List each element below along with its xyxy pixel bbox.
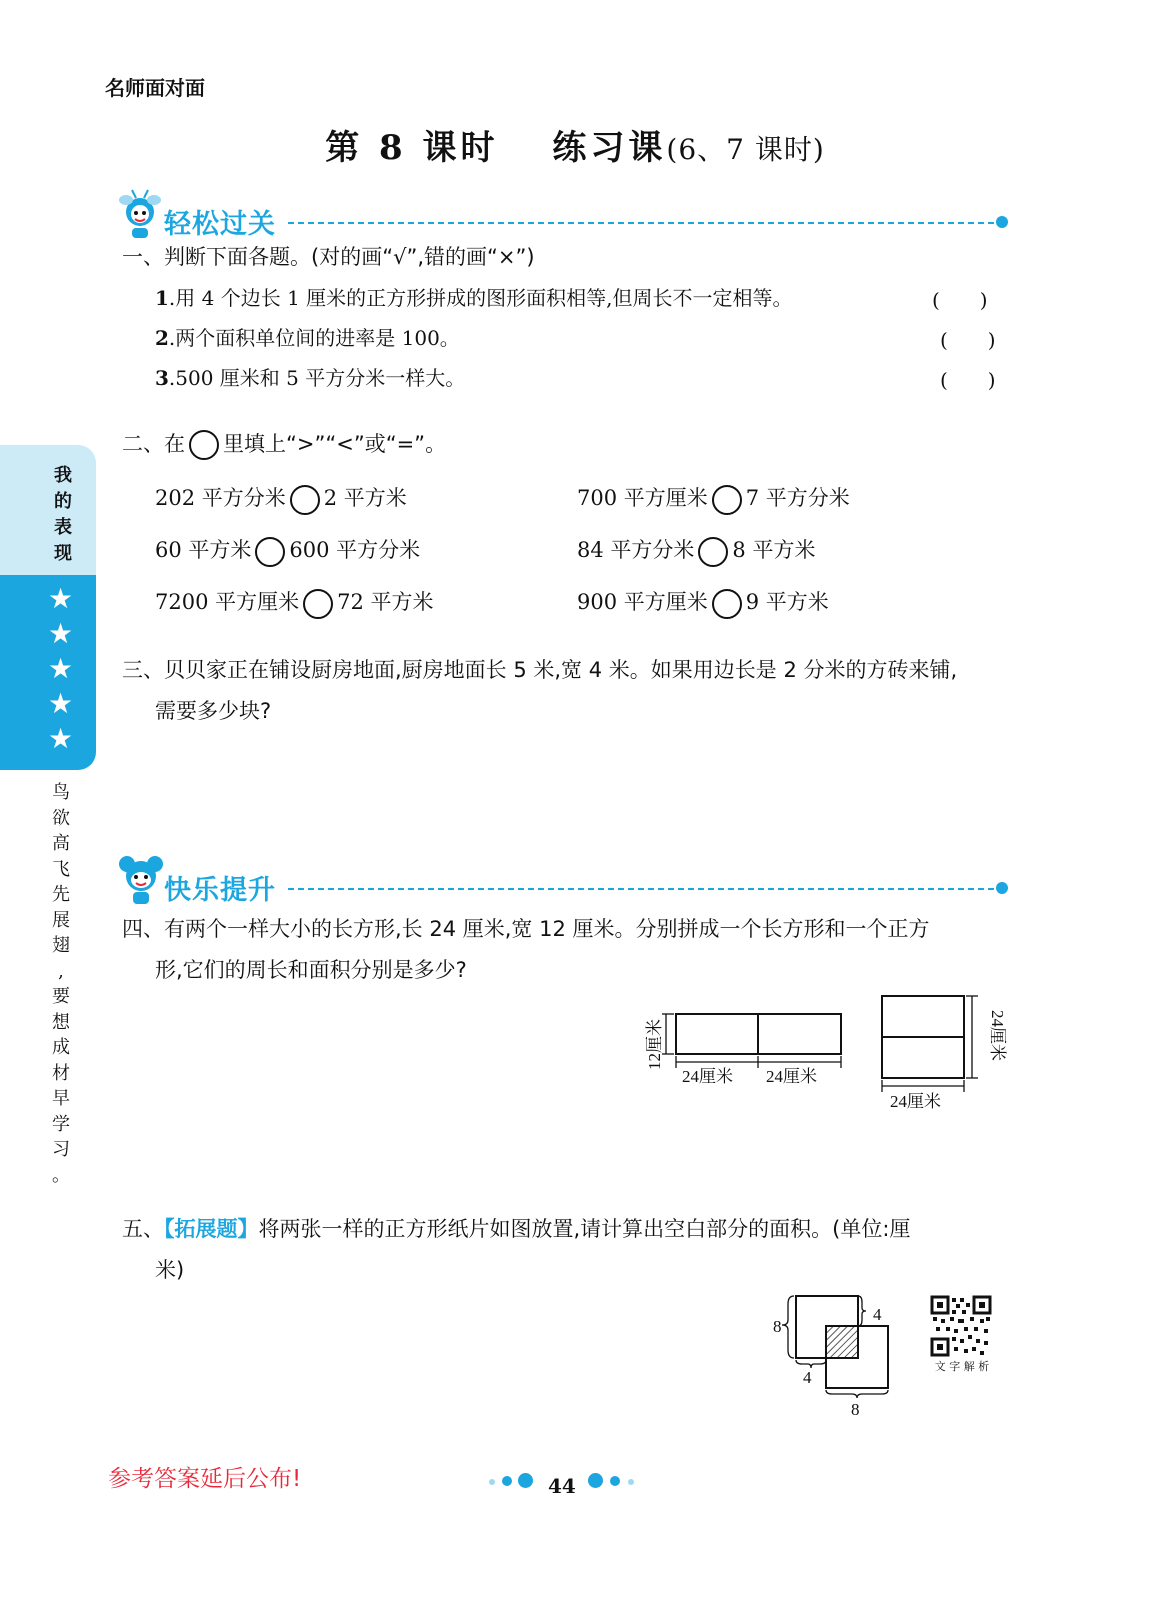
title-main: 第 8 课时 练习课 bbox=[325, 128, 667, 168]
q4-line-1: 四、有两个一样大小的长方形,长 24 厘米,宽 12 厘米。分别拼成一个长方形和一个正方 bbox=[122, 917, 930, 941]
sidebar-char-3: 表 bbox=[54, 517, 72, 538]
q2-answer-circle-4[interactable] bbox=[698, 537, 728, 567]
q2-compare-3-b: 600 平方分米 bbox=[289, 538, 421, 562]
top-right-brace bbox=[858, 1296, 866, 1326]
sidebar-char-2: 的 bbox=[54, 491, 72, 512]
motto-char: 展 bbox=[52, 909, 70, 931]
motto-char: 想 bbox=[52, 1011, 70, 1033]
sidebar-char-4: 现 bbox=[54, 543, 72, 564]
page-dot bbox=[610, 1476, 620, 1486]
q1-item-3 bbox=[155, 364, 465, 392]
overlap-shaded-region bbox=[826, 1326, 858, 1358]
sidebar-title bbox=[52, 463, 74, 567]
star-icon[interactable]: ★ bbox=[48, 687, 74, 720]
q5-overlap-figure bbox=[770, 1290, 900, 1420]
q5-bottom-left-label: 4 bbox=[803, 1368, 812, 1387]
sidebar-top-panel bbox=[0, 445, 96, 575]
star-icon[interactable]: ★ bbox=[48, 722, 74, 755]
motto-char: 成 bbox=[52, 1037, 70, 1058]
q2-answer-circle-5[interactable] bbox=[303, 589, 333, 619]
motto-char: 鸟 bbox=[52, 782, 70, 803]
section-easy-label: 轻松过关 bbox=[164, 209, 276, 240]
answer-notice: 参考答案延后公布! bbox=[108, 1466, 302, 1492]
section-happy-header bbox=[118, 866, 1008, 910]
q2-answer-circle-2[interactable] bbox=[712, 485, 742, 515]
q1-item-3-num: 3 bbox=[155, 366, 169, 390]
q5-bottom-label: 8 bbox=[851, 1400, 860, 1419]
qr-caption: 文 字 解 析 bbox=[934, 1360, 990, 1373]
q3-line-1: 三、贝贝家正在铺设厨房地面,厨房地面长 5 米,宽 4 米。如果用边长是 2 分米的方砖来铺, bbox=[122, 658, 958, 682]
q4-left-width-label-2: 24厘米 bbox=[766, 1067, 817, 1086]
q4-left-height-label: 12厘米 bbox=[645, 1019, 664, 1070]
q1-item-1-text: .用 4 个边长 1 厘米的正方形拼成的图形面积相等,但周长不一定相等。 bbox=[168, 286, 793, 310]
page-title bbox=[0, 120, 1150, 169]
q5-prefix: 五、 bbox=[122, 1217, 164, 1241]
book-brand: 名师面对面 bbox=[105, 76, 205, 100]
q1-item-1-num: 1 bbox=[155, 286, 169, 310]
bottom-left-brace bbox=[796, 1360, 826, 1368]
q2-heading-post: 里填上“>”“<”或“=”。 bbox=[223, 432, 447, 456]
q4-left-width-label-1: 24厘米 bbox=[682, 1067, 733, 1086]
q1-item-1 bbox=[155, 284, 793, 312]
q3-line-2: 需要多少块? bbox=[155, 699, 272, 723]
q2-answer-circle-3[interactable] bbox=[255, 537, 285, 567]
motto-char: 材 bbox=[52, 1062, 70, 1084]
page-dot bbox=[588, 1473, 603, 1488]
sidebar-char-1: 我 bbox=[54, 465, 72, 486]
q2-compare-5-a: 7200 平方厘米 bbox=[155, 590, 300, 614]
q2-compare-4-a: 84 平方分米 bbox=[577, 538, 695, 562]
bee-mascot-icon bbox=[118, 188, 162, 244]
answer-circle-icon bbox=[189, 430, 219, 460]
page-dot bbox=[628, 1479, 634, 1485]
q4-figures bbox=[640, 990, 1010, 1120]
qr-code-icon[interactable] bbox=[930, 1295, 992, 1357]
star-icon[interactable]: ★ bbox=[48, 582, 74, 615]
dashed-divider bbox=[288, 888, 994, 890]
star-icon[interactable]: ★ bbox=[48, 617, 74, 650]
q5-top-right-label: 4 bbox=[873, 1305, 882, 1324]
q1-item-2-text: .两个面积单位间的进率是 100。 bbox=[168, 326, 460, 350]
q2-compare-2-b: 7 平方分米 bbox=[745, 486, 850, 510]
page-number: 44 bbox=[548, 1474, 576, 1498]
q2-compare-6-b: 9 平方米 bbox=[745, 590, 829, 614]
q2-answer-circle-6[interactable] bbox=[712, 589, 742, 619]
extension-tag: 【拓展题】 bbox=[164, 1217, 259, 1241]
section-happy-label: 快乐提升 bbox=[164, 875, 276, 906]
q2-compare-3 bbox=[155, 534, 420, 567]
q2-compare-1-b: 2 平方米 bbox=[323, 486, 407, 510]
mouse-mascot-icon bbox=[118, 852, 164, 910]
motto-char: 飞 bbox=[52, 858, 70, 880]
q2-heading-pre: 二、在 bbox=[122, 432, 185, 456]
q5-line-1 bbox=[122, 1215, 910, 1243]
motto-char: 要 bbox=[52, 986, 70, 1007]
divider-end-dot bbox=[996, 882, 1008, 894]
q2-compare-2 bbox=[577, 482, 850, 515]
motto-char: 先 bbox=[52, 884, 70, 905]
page-dot bbox=[489, 1479, 495, 1485]
q2-compare-5 bbox=[155, 586, 434, 619]
page-dot bbox=[502, 1476, 512, 1486]
motto-char: 习 bbox=[52, 1139, 70, 1160]
q4-line-2: 形,它们的周长和面积分别是多少? bbox=[155, 958, 467, 982]
dashed-divider bbox=[288, 222, 994, 224]
q1-answer-paren-3[interactable]: ( ) bbox=[940, 368, 996, 392]
star-icon[interactable]: ★ bbox=[48, 652, 74, 685]
q4-right-height-label: 24厘米 bbox=[988, 1010, 1007, 1061]
motto-char: 欲 bbox=[52, 807, 70, 829]
section-easy-header bbox=[118, 200, 1008, 244]
q5-left-label: 8 bbox=[773, 1317, 782, 1336]
q2-compare-4-b: 8 平方米 bbox=[732, 538, 816, 562]
q2-compare-5-b: 72 平方米 bbox=[337, 590, 434, 614]
q2-heading bbox=[122, 430, 446, 460]
q2-compare-2-a: 700 平方厘米 bbox=[577, 486, 708, 510]
q1-item-2-num: 2 bbox=[155, 326, 169, 350]
motto-char: 。 bbox=[52, 1164, 70, 1186]
motto-char: 学 bbox=[52, 1113, 70, 1135]
performance-sidebar bbox=[0, 445, 96, 770]
sidebar-star-panel bbox=[0, 575, 96, 770]
q5-line-1-rest: 将两张一样的正方形纸片如图放置,请计算出空白部分的面积。(单位:厘 bbox=[258, 1217, 911, 1241]
motto-char: , bbox=[58, 960, 64, 982]
q2-compare-1-a: 202 平方分米 bbox=[155, 486, 286, 510]
q1-answer-paren-2[interactable]: ( ) bbox=[940, 328, 996, 352]
motto-char: 翅 bbox=[52, 935, 70, 956]
motto-char: 高 bbox=[52, 833, 70, 854]
q2-compare-4 bbox=[577, 534, 815, 567]
q2-compare-1 bbox=[155, 482, 407, 515]
q2-answer-circle-1[interactable] bbox=[290, 485, 320, 515]
divider-end-dot bbox=[996, 216, 1008, 228]
q2-compare-6-a: 900 平方厘米 bbox=[577, 590, 708, 614]
q1-item-3-text: .500 厘米和 5 平方分米一样大。 bbox=[168, 366, 466, 390]
q1-heading: 一、判断下面各题。(对的画“√”,错的画“×”) bbox=[122, 245, 535, 269]
title-sub: (6、7 课时) bbox=[666, 133, 825, 166]
q4-right-width-label: 24厘米 bbox=[890, 1092, 941, 1111]
q1-answer-paren-1[interactable]: ( ) bbox=[932, 288, 988, 312]
bottom-brace bbox=[826, 1390, 888, 1398]
q2-compare-6 bbox=[577, 586, 829, 619]
page-dot bbox=[518, 1473, 533, 1488]
q2-compare-3-a: 60 平方米 bbox=[155, 538, 252, 562]
motto-char: 早 bbox=[52, 1088, 70, 1109]
vertical-motto bbox=[50, 780, 72, 1188]
q5-line-2: 米) bbox=[155, 1258, 185, 1282]
left-brace bbox=[782, 1296, 794, 1358]
q1-item-2 bbox=[155, 324, 460, 352]
